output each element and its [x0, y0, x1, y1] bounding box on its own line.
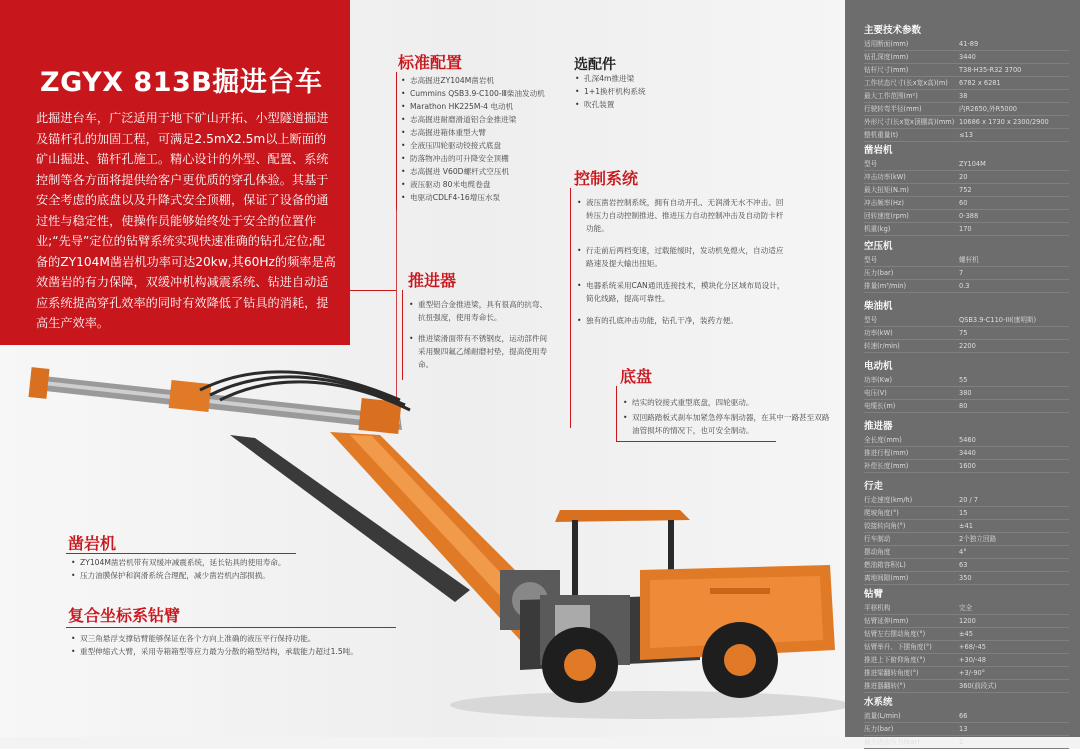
standard-item: • 液压驱动 80米电缆卷盘: [400, 178, 545, 191]
optional-item: • 吹孔装置: [574, 98, 646, 111]
specifications-panel: [845, 0, 1080, 746]
spec-row: [864, 158, 1069, 171]
spec-label: 排量(m³/min): [864, 282, 907, 290]
standard-item: • 志高掘进ZY104M凿岩机: [400, 74, 545, 87]
feed-item: • 重型铝合金推进梁，具有很高的抗弯、抗扭强度，使用寿命长。: [408, 298, 548, 324]
spec-row: [864, 680, 1069, 693]
standard-item: • 志高掘进箱体重型大臂: [400, 126, 545, 139]
spec-value: +3/-90°: [959, 669, 986, 677]
spec-group-heading: 钻臂: [864, 589, 884, 600]
spec-group-heading: 凿岩机: [864, 145, 893, 156]
standard-divider: [396, 72, 397, 210]
spec-row: [864, 280, 1069, 293]
spec-label: 整机重量(t): [864, 131, 899, 139]
optional-list: [574, 72, 646, 111]
spec-value: 2: [959, 738, 964, 746]
spec-group-heading: 电动机: [864, 361, 893, 372]
spec-row: [864, 184, 1069, 197]
spec-label: 最大扭矩(N.m): [864, 186, 909, 194]
spec-label: 离地间隙(mm): [864, 574, 909, 582]
spec-row: [864, 129, 1069, 142]
spec-row: [864, 533, 1069, 546]
control-title: 控制系统: [574, 169, 639, 188]
spec-label: 推进梁翻转角度(°): [864, 669, 919, 677]
spec-value: 55: [959, 376, 968, 384]
spec-label: 型号: [864, 316, 878, 324]
spec-group: [864, 588, 1069, 693]
spec-label: 回转速度(rpm): [864, 212, 909, 220]
intro-panel: [0, 0, 350, 345]
spec-value: 6782 x 6281: [959, 79, 1001, 87]
feed-title: 推进器: [408, 271, 457, 290]
spec-value: 41-89: [959, 40, 979, 48]
spec-group: [864, 144, 1069, 236]
spec-value: 0-388: [959, 212, 979, 220]
spec-row: [864, 667, 1069, 680]
spec-row: [864, 572, 1069, 585]
spec-row: [864, 494, 1069, 507]
spec-group: [864, 300, 1069, 353]
spec-value: +30/-48: [959, 656, 986, 664]
standard-item: • Marathon HK225M-4 电动机: [400, 100, 545, 113]
chassis-item: • 结实的铰接式重型底盘，四轮驱动。: [622, 396, 837, 409]
spec-label: 铰接转向角(°): [864, 522, 906, 530]
control-item: • 行走前后两档变速，过载能缓时，发动机免熄火，自动适应路速及提大输出扭矩。: [576, 244, 786, 270]
spec-group-heading: 主要技术参数: [864, 25, 922, 36]
page-title: ZGYX 813B掘进台车: [40, 67, 323, 98]
feed-beam: [28, 367, 402, 434]
optional-item: • 孔深4m推进梁: [574, 72, 646, 85]
spec-group-heading: 行走: [864, 481, 884, 492]
spec-label: 燃油箱容积(L): [864, 561, 906, 569]
spec-label: 推进上下俯仰角度(°): [864, 656, 926, 664]
boom: [230, 432, 560, 640]
spec-group: [864, 420, 1069, 473]
spec-value: 1600: [959, 462, 976, 470]
spec-label: 型号: [864, 256, 878, 264]
spec-label: 钻臂延伸(mm): [864, 617, 909, 625]
feed-item: • 推进梁滑面带有不锈钢皮，运动部件间采用聚四氟乙烯耐磨衬垫，提高使用寿命。: [408, 332, 548, 371]
spec-row: [864, 64, 1069, 77]
spec-label: 行走速度(km/h): [864, 496, 913, 504]
chassis-item: • 双回路踏板式刹车加紧急停车制动器，在其中一路甚至双路油管损坏的情况下，也可安全制动。: [622, 411, 837, 437]
spec-label: 最大工作范围(m²): [864, 92, 918, 100]
spec-row: [864, 654, 1069, 667]
spec-value: 1200: [959, 617, 976, 625]
spec-group-heading: 空压机: [864, 241, 893, 252]
spec-label: 钻臂举升、下摆角度(°): [864, 643, 932, 651]
spec-label: 工作状态尺寸(长x宽x高)(m): [864, 79, 948, 87]
spec-label: 推进行程(mm): [864, 449, 909, 457]
ground-shadow: [450, 691, 845, 719]
spec-label: 爬坡角度(°): [864, 509, 899, 517]
spec-label: 流量(L/min): [864, 712, 901, 720]
spec-value: ZY104M: [959, 160, 986, 168]
control-item: • 液压凿岩控制系统，拥有自动开孔、无润滑无水不冲击、回转压力自动控制推进、推进压力自动控制冲击及自动防卡杆功能。: [576, 196, 786, 235]
standard-item: • 全液压四轮驱动铰接式底盘: [400, 139, 545, 152]
spec-label: 钻孔深度(mm): [864, 53, 909, 61]
rock-drill-body: [169, 380, 212, 412]
control-item: • 电器系统采用CAN通讯连接技术，模块化分区域布局设计，简化线路，提高可靠性。: [576, 279, 786, 305]
spec-group: [864, 240, 1069, 293]
spec-label: 电缆长(m): [864, 402, 896, 410]
spec-row: [864, 460, 1069, 473]
spec-value: 170: [959, 225, 972, 233]
spec-row: [864, 723, 1069, 736]
spec-row: [864, 615, 1069, 628]
spec-row: [864, 51, 1069, 64]
standard-list: [400, 74, 545, 204]
spec-row: [864, 223, 1069, 236]
boom-title: 复合坐标系钻臂: [68, 606, 181, 625]
feed-connector: [300, 290, 396, 291]
spec-label: 型号: [864, 160, 878, 168]
spec-label: 推进器翻转(°): [864, 682, 906, 690]
control-item: • 独有的孔底冲击功能，钻孔干净，装药方便。: [576, 314, 786, 327]
spec-value: 10686 x 1730 x 2300/2900: [959, 118, 1049, 126]
control-list: [576, 196, 786, 336]
spec-value: QSB3.9-C110-III(康明斯): [959, 316, 1037, 324]
spec-row: [864, 90, 1069, 103]
spec-group-heading: 推进器: [864, 421, 893, 432]
spec-row: [864, 546, 1069, 559]
spec-value: 完全: [959, 604, 973, 612]
standard-title: 标准配置: [398, 53, 463, 72]
standard-item: • 防落物冲击的可升降安全顶棚: [400, 152, 545, 165]
spec-row: [864, 77, 1069, 90]
spec-row: [864, 38, 1069, 51]
spec-label: 冲击功率(kW): [864, 173, 906, 181]
spec-value: 内R2650,外R5000: [959, 105, 1018, 113]
spec-row: [864, 602, 1069, 615]
boom-item: • 重型伸缩式大臂，采用寺箱箱型等应力最为分散的箱型结构，承载能力超过1.5吨。: [70, 645, 358, 658]
spec-label: 外形尺寸(长x宽x顶棚高)(mm): [864, 118, 955, 126]
rockdrill-item: • ZY104M凿岩机带有双缓冲减震系统，延长钻具的使用寿命。: [70, 556, 286, 569]
spec-row: [864, 171, 1069, 184]
chassis-title: 底盘: [620, 367, 653, 386]
spec-label: 行驶转弯半径(mm): [864, 105, 922, 113]
spec-row: [864, 387, 1069, 400]
standard-item: • Cummins QSB3.9-C100-Ⅲ柴油发动机: [400, 87, 545, 100]
spec-value: 3440: [959, 449, 976, 457]
spec-group: [864, 24, 1069, 142]
spec-value: 20 / 7: [959, 496, 978, 504]
spec-group-heading: 柴油机: [864, 301, 893, 312]
spec-row: [864, 197, 1069, 210]
spec-label: 压力(bar): [864, 725, 894, 733]
boom-item: • 双三角悬浮支撑钻臂能够保证在各个方向上准确的液压平行保持功能。: [70, 632, 358, 645]
spec-value: 0.3: [959, 282, 970, 290]
spec-group: [864, 480, 1069, 585]
spec-value: 4°: [959, 548, 967, 556]
spec-row: [864, 434, 1069, 447]
spec-value: 15: [959, 509, 968, 517]
spec-label: 钻臂左右摆动角度(°): [864, 630, 926, 638]
spec-value: 80: [959, 402, 968, 410]
spec-value: 13: [959, 725, 968, 733]
spec-row: [864, 103, 1069, 116]
spec-value: 63: [959, 561, 968, 569]
spec-value: 60: [959, 199, 968, 207]
spec-value: 3440: [959, 53, 976, 61]
spec-label: 电压(V): [864, 389, 887, 397]
spec-row: [864, 267, 1069, 280]
spec-value: 38: [959, 92, 968, 100]
optional-item: • 1+1换杆机构系统: [574, 85, 646, 98]
spec-row: [864, 710, 1069, 723]
spec-value: 360(前段式): [959, 682, 997, 690]
optional-title: 选配件: [574, 57, 616, 73]
spec-label: 功率(kW): [864, 329, 893, 337]
spec-label: 转速(r/min): [864, 342, 900, 350]
spec-value: ±45: [959, 630, 973, 638]
spec-group: [864, 360, 1069, 413]
spec-value: ≤13: [959, 131, 973, 139]
spec-label: 最小进水压力(bar): [864, 738, 920, 746]
spec-label: 冲击频率(Hz): [864, 199, 904, 207]
spec-row: [864, 559, 1069, 572]
spec-value: 380: [959, 389, 972, 397]
rockdrill-item: • 压力油膜保护和润滑系统合理配，减少凿岩机内部损损。: [70, 569, 286, 582]
spec-value: 75: [959, 329, 968, 337]
spec-row: [864, 116, 1069, 129]
drilling-jumbo-illustration: [0, 340, 845, 737]
spec-value: 2个独立回路: [959, 535, 997, 543]
spec-row: [864, 314, 1069, 327]
spec-value: 20: [959, 173, 968, 181]
spec-row: [864, 374, 1069, 387]
spec-row: [864, 400, 1069, 413]
spec-row: [864, 254, 1069, 267]
spec-label: 功率(Kw): [864, 376, 893, 384]
spec-label: 适用断面(mm): [864, 40, 909, 48]
spec-label: 摆动角度: [864, 548, 891, 556]
spec-row: [864, 628, 1069, 641]
spec-value: T38-H35-R32 3700: [959, 66, 1022, 74]
spec-row: [864, 520, 1069, 533]
spec-value: 7: [959, 269, 964, 277]
spec-row: [864, 507, 1069, 520]
spec-label: 补偿长度(mm): [864, 462, 909, 470]
spec-row: [864, 641, 1069, 654]
standard-item: • 志高掘进耐磨滑道铝合金推进梁: [400, 113, 545, 126]
spec-row: [864, 210, 1069, 223]
spec-value: +68/-45: [959, 643, 986, 651]
spec-label: 钻杆尺寸(mm): [864, 66, 909, 74]
intro-text: 此掘进台车，广泛适用于地下矿山开拓、小型隧道掘进及锚杆孔的加固工程，可满足2.5mX2.5m以上断面的矿山掘进、锚杆孔施工。精心设计的外型、配置、系统控制等各方面将提供给客户更优质的穿孔体验。其基于安全考虑的底盘以及升降式安全顶棚，保证了设备的通过性与稳定性，使操作员能够始终处于安全的位置作业;“先导”定位的钻臂系统实现快速准确的钻孔定位;配备的ZY104M凿岩机功率可达20kw,其60Hz的频率是高效凿岩的有力保障，双缓冲机构减震系统、钻进自动适应系统提高穿孔效率的同时有效降低了钻具的消耗，提高生产效率。: [36, 111, 336, 330]
spec-label: 机重(kg): [864, 225, 891, 233]
spec-label: 平移机构: [864, 604, 891, 612]
spec-row: [864, 340, 1069, 353]
spec-row: [864, 736, 1069, 749]
spec-label: 压力(bar): [864, 269, 894, 277]
spec-row: [864, 327, 1069, 340]
spec-group-heading: 水系统: [864, 697, 893, 708]
spec-value: 2200: [959, 342, 976, 350]
spec-group: [864, 696, 1069, 749]
spec-value: 66: [959, 712, 968, 720]
spec-value: ±41: [959, 522, 973, 530]
spec-label: 全长度(mm): [864, 436, 902, 444]
spec-value: 螺杆机: [959, 256, 979, 264]
spec-row: [864, 447, 1069, 460]
spec-value: 350: [959, 574, 972, 582]
rockdrill-title: 凿岩机: [68, 534, 117, 553]
standard-item: • 志高掘进 V60D螺杆式空压机: [400, 165, 545, 178]
standard-item: • 电驱动CDLF4-16增压水泵: [400, 191, 545, 204]
spec-value: 752: [959, 186, 972, 194]
spec-label: 行车制动: [864, 535, 891, 543]
spec-value: 5460: [959, 436, 976, 444]
